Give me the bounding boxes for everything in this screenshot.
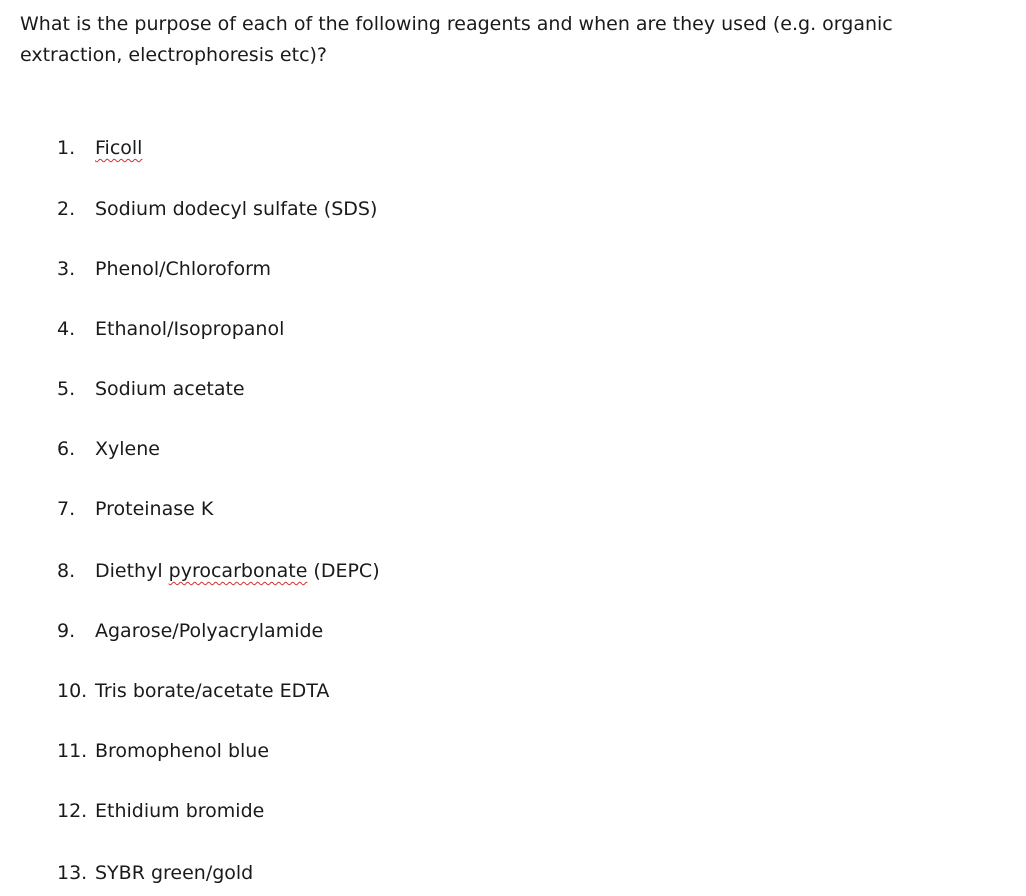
list-item	[57, 134, 142, 162]
item-text: Phenol/Chloroform	[95, 258, 272, 280]
misspelled-word[interactable]: pyrocarbonate	[168, 560, 308, 582]
item-number: 13.	[57, 862, 88, 884]
list-item	[57, 737, 269, 765]
item-text: SYBR green/gold	[95, 862, 254, 884]
item-number: 8.	[57, 560, 76, 582]
list-item	[57, 375, 245, 403]
item-text: Tris borate/acetate EDTA	[95, 680, 330, 702]
item-number: 7.	[57, 498, 76, 520]
item-text: Ethanol/Isopropanol	[95, 318, 285, 340]
item-number: 3.	[57, 258, 76, 280]
item-number: 10.	[57, 680, 88, 702]
list-item	[57, 315, 284, 343]
list-item	[57, 617, 323, 645]
item-number: 5.	[57, 378, 76, 400]
item-text: Ethidium bromide	[95, 800, 265, 822]
list-item	[57, 859, 253, 887]
item-text: Sodium dodecyl sulfate (SDS)	[95, 198, 378, 220]
list-item	[57, 195, 377, 223]
item-number: 2.	[57, 198, 76, 220]
item-text: Bromophenol blue	[95, 740, 270, 762]
item-number: 6.	[57, 438, 76, 460]
item-text: Sodium acetate	[95, 378, 245, 400]
list-item	[57, 677, 329, 705]
item-number: 11.	[57, 740, 88, 762]
list-item	[57, 255, 271, 283]
list-item	[57, 797, 264, 825]
item-text: Xylene	[95, 438, 160, 460]
item-text: Proteinase K	[95, 498, 214, 520]
item-number: 4.	[57, 318, 76, 340]
item-text: Diethyl	[95, 560, 169, 582]
item-number: 12.	[57, 800, 88, 822]
list-item	[57, 435, 160, 463]
misspelled-word[interactable]: Ficoll	[95, 137, 143, 159]
list-item	[57, 557, 380, 585]
item-number: 9.	[57, 620, 76, 642]
item-text: Agarose/Polyacrylamide	[95, 620, 324, 642]
list-item	[57, 495, 213, 523]
item-text-suffix: (DEPC)	[307, 560, 380, 582]
item-number: 1.	[57, 137, 76, 159]
question-text: What is the purpose of each of the following reagents and when are they used (e.g. organic extraction, electrophoresis etc)?	[20, 13, 893, 66]
